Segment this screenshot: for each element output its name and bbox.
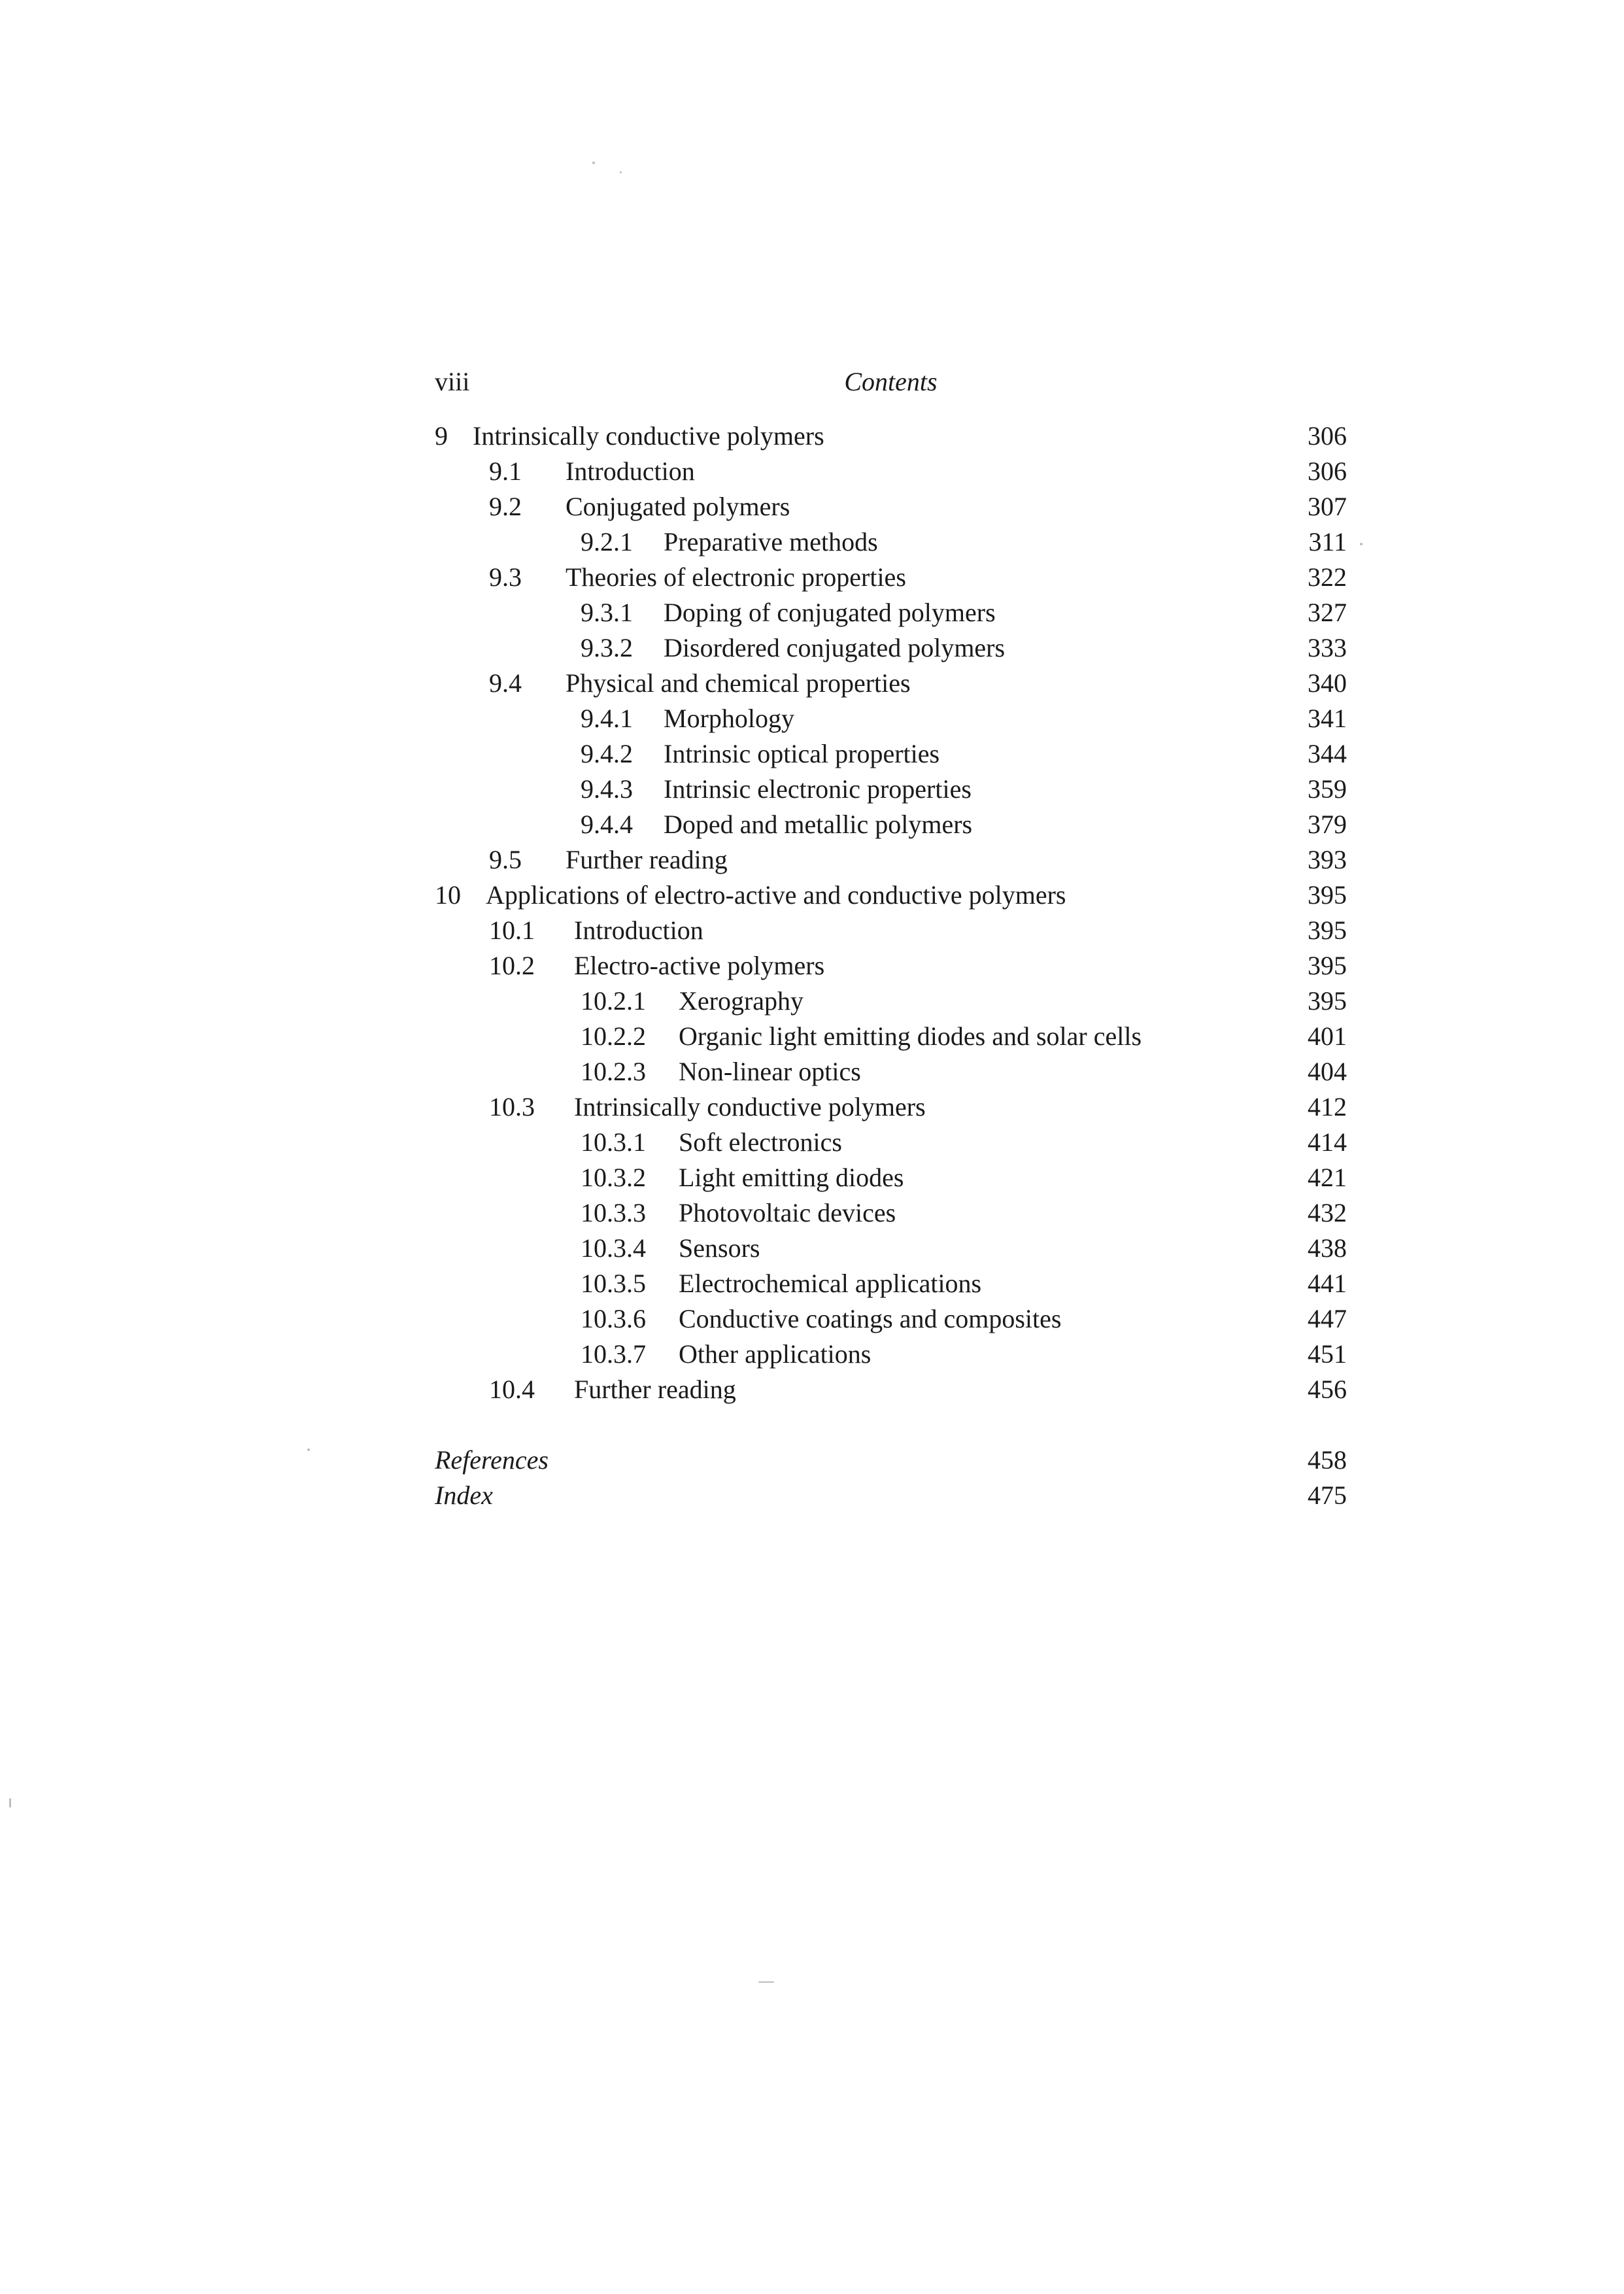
running-title: Contents xyxy=(844,367,938,396)
toc-entry-title: Doped and metallic polymers xyxy=(664,810,973,839)
toc-entry-title: Conjugated polymers xyxy=(566,492,790,521)
toc-entry-page: 438 xyxy=(1308,1233,1347,1263)
toc-entry-number: 10.3.6 xyxy=(581,1304,646,1333)
backmatter-title: Index xyxy=(435,1481,493,1510)
toc-entry xyxy=(435,1301,1347,1337)
toc-entry-title: Conductive coatings and composites xyxy=(679,1304,1062,1333)
toc-entry-number: 10.2.1 xyxy=(581,986,646,1016)
toc-entry-page: 395 xyxy=(1308,916,1347,945)
scan-speck xyxy=(1360,543,1362,545)
toc-entry-number: 10.3.7 xyxy=(581,1339,646,1369)
toc-entry-number: 10.3 xyxy=(489,1092,535,1121)
toc-entry-title: Introduction xyxy=(574,916,703,945)
toc-entry xyxy=(435,1125,1347,1160)
toc-entry xyxy=(435,736,1347,772)
toc-entry xyxy=(435,1231,1347,1266)
toc-entry-page: 432 xyxy=(1308,1198,1347,1227)
toc-entry xyxy=(435,807,1347,842)
toc-entry xyxy=(435,1337,1347,1372)
toc-entry-title: Xerography xyxy=(679,986,804,1016)
toc-entry xyxy=(435,913,1347,948)
toc-entry-title: Further reading xyxy=(566,845,728,874)
toc-entry-number: 9.4.2 xyxy=(581,739,633,768)
toc-entry-number: 9.2 xyxy=(489,492,522,521)
toc-entry-page: 359 xyxy=(1308,774,1347,804)
toc-entry-page: 307 xyxy=(1308,492,1347,521)
toc-entry xyxy=(435,560,1347,595)
toc-entry xyxy=(435,419,1347,454)
toc-entry-number: 10.1 xyxy=(489,916,535,945)
toc-entry xyxy=(435,772,1347,807)
toc-entry-number: 10.3.2 xyxy=(581,1163,646,1192)
toc-entry-number: 10.3.1 xyxy=(581,1127,646,1157)
toc-entry xyxy=(435,1266,1347,1301)
page-header xyxy=(435,366,1347,405)
toc-entry-page: 341 xyxy=(1308,704,1347,733)
toc-entry xyxy=(435,878,1347,913)
toc-entry-title: Photovoltaic devices xyxy=(679,1198,896,1227)
scan-speck xyxy=(9,1798,11,1807)
toc-entry xyxy=(435,524,1347,560)
toc-entry-page: 441 xyxy=(1308,1269,1347,1298)
toc-entry xyxy=(435,630,1347,666)
toc-entry-page: 395 xyxy=(1308,880,1347,910)
toc-entry-title: Soft electronics xyxy=(679,1127,842,1157)
toc-entry-page: 404 xyxy=(1308,1057,1347,1086)
toc-entry-title: Intrinsically conductive polymers xyxy=(473,421,824,451)
toc-entry-page: 401 xyxy=(1308,1021,1347,1051)
toc-entry-number: 10.2.3 xyxy=(581,1057,646,1086)
toc-entry-title: Preparative methods xyxy=(664,527,878,556)
toc-entry-number: 9.3.2 xyxy=(581,633,633,662)
toc-entry xyxy=(435,666,1347,701)
toc-entry-number: 10.3.4 xyxy=(581,1233,646,1263)
toc-entry-title: Other applications xyxy=(679,1339,871,1369)
scan-speck xyxy=(620,171,622,173)
toc-entry-number: 9.4.3 xyxy=(581,774,633,804)
toc-entry xyxy=(435,454,1347,489)
toc-entry-title: Disordered conjugated polymers xyxy=(664,633,1006,662)
toc-entry-page: 306 xyxy=(1308,456,1347,486)
toc-entry-page: 322 xyxy=(1308,562,1347,592)
scan-speck xyxy=(758,1981,774,1983)
toc-entry-title: Doping of conjugated polymers xyxy=(664,598,996,627)
toc-entry-title: Applications of electro-active and conductive polymers xyxy=(486,880,1066,910)
toc-entry-title: Intrinsic electronic properties xyxy=(664,774,972,804)
toc-entry-page: 327 xyxy=(1308,598,1347,627)
toc-entry-title: Light emitting diodes xyxy=(679,1163,904,1192)
toc-entry-page: 421 xyxy=(1308,1163,1347,1192)
toc-entry-number: 9.3.1 xyxy=(581,598,633,627)
toc-entry-page: 395 xyxy=(1308,951,1347,980)
toc-entry xyxy=(435,1089,1347,1125)
toc-entry xyxy=(435,1195,1347,1231)
toc-entry xyxy=(435,1160,1347,1195)
toc-entry-page: 456 xyxy=(1308,1375,1347,1404)
toc-entry-page: 333 xyxy=(1308,633,1347,662)
toc-entry xyxy=(435,1054,1347,1089)
toc-entry-number: 10 xyxy=(435,880,461,910)
toc-entry-number: 10.3.5 xyxy=(581,1269,646,1298)
toc-entry-page: 311 xyxy=(1308,527,1347,556)
toc-entry xyxy=(435,1372,1347,1407)
toc-entry-page: 451 xyxy=(1308,1339,1347,1369)
toc-entry-number: 10.2 xyxy=(489,951,535,980)
backmatter-title: References xyxy=(435,1445,549,1475)
toc-entry-number: 9 xyxy=(435,421,448,451)
backmatter-page: 458 xyxy=(1308,1445,1347,1475)
toc-entry-number: 9.4.1 xyxy=(581,704,633,733)
toc-entry-number: 9.3 xyxy=(489,562,522,592)
toc-entry-page: 344 xyxy=(1308,739,1347,768)
toc-entry xyxy=(435,948,1347,984)
toc-entry-title: Intrinsically conductive polymers xyxy=(574,1092,926,1121)
toc-entry-title: Intrinsic optical properties xyxy=(664,739,940,768)
toc-entry-title: Morphology xyxy=(664,704,794,733)
toc-entry-page: 447 xyxy=(1308,1304,1347,1333)
toc-entry-title: Theories of electronic properties xyxy=(566,562,906,592)
backmatter-entry xyxy=(435,1478,1347,1513)
toc-entry-title: Sensors xyxy=(679,1233,760,1263)
toc-entry-number: 9.4.4 xyxy=(581,810,633,839)
backmatter-entry xyxy=(435,1443,1347,1478)
toc-entry-page: 379 xyxy=(1308,810,1347,839)
toc-entry-title: Electrochemical applications xyxy=(679,1269,982,1298)
toc-entry-page: 340 xyxy=(1308,668,1347,698)
toc-entry-number: 10.2.2 xyxy=(581,1021,646,1051)
scan-speck xyxy=(307,1448,310,1451)
toc-entry xyxy=(435,701,1347,736)
toc-entry-page: 395 xyxy=(1308,986,1347,1016)
backmatter-page: 475 xyxy=(1308,1481,1347,1510)
toc-entry xyxy=(435,842,1347,878)
toc-entry-number: 10.4 xyxy=(489,1375,535,1404)
toc-entry-title: Non-linear optics xyxy=(679,1057,861,1086)
toc-entry-number: 9.4 xyxy=(489,668,522,698)
toc-entry-page: 306 xyxy=(1308,421,1347,451)
toc-entry-number: 10.3.3 xyxy=(581,1198,646,1227)
page-folio: viii xyxy=(435,367,470,396)
toc-entry-title: Introduction xyxy=(566,456,695,486)
toc-entry-title: Further reading xyxy=(574,1375,736,1404)
toc-entry-title: Organic light emitting diodes and solar cells xyxy=(679,1021,1142,1051)
toc-entry xyxy=(435,489,1347,524)
table-of-contents xyxy=(435,419,1347,1513)
toc-entry xyxy=(435,1019,1347,1054)
scan-speck xyxy=(592,162,595,164)
toc-entry-title: Electro-active polymers xyxy=(574,951,825,980)
section-gap xyxy=(435,1407,1347,1443)
toc-entry-number: 9.1 xyxy=(489,456,522,486)
toc-entry xyxy=(435,595,1347,630)
toc-entry-number: 9.2.1 xyxy=(581,527,633,556)
toc-entry-page: 393 xyxy=(1308,845,1347,874)
toc-entry-page: 412 xyxy=(1308,1092,1347,1121)
toc-entry-title: Physical and chemical properties xyxy=(566,668,911,698)
toc-entry xyxy=(435,984,1347,1019)
toc-entry-page: 414 xyxy=(1308,1127,1347,1157)
toc-entry-number: 9.5 xyxy=(489,845,522,874)
